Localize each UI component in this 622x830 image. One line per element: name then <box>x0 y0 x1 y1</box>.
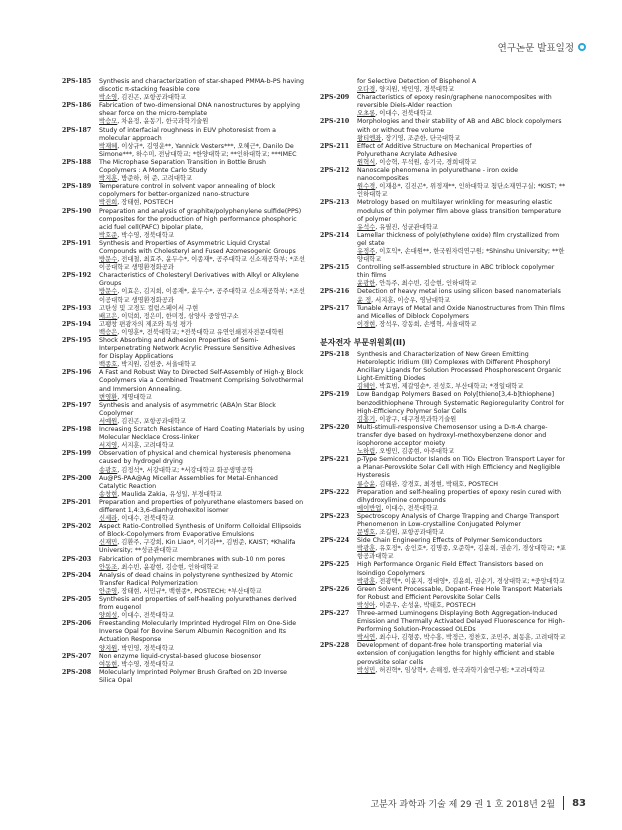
program-entry <box>320 610 568 642</box>
entry-title: Preparation and self-healing properties of epoxy resin cured with dihydroxylimine compounds <box>357 488 562 504</box>
presenter-name: 박소영 <box>99 94 118 102</box>
entry-authors: 왕티엔좌, 장기영, 조준한, 단국대학교 <box>357 134 461 142</box>
section-title: 분자전자 부문위원회(II) <box>320 337 406 347</box>
entry-title: Fabrication of two-dimensional DNA nanostructures by applying shear force on the micro-template <box>99 102 300 118</box>
presenter-name: 원수경 <box>357 183 376 191</box>
entry-title: Controlling self-assembled structure in ABC triblock copolymer thin films <box>357 264 555 280</box>
entry-code: 2PS-224 <box>320 537 350 545</box>
entry-body <box>99 78 305 102</box>
entry-body <box>357 143 568 167</box>
entry-authors: 박서연, 최수나, 김형종, 박수홍, 박정근, 정찬호, 조민주, 최동훈, 고려대학교 <box>357 634 566 642</box>
program-entry <box>62 127 305 159</box>
entry-code: 2PS-223 <box>320 512 350 520</box>
program-entry <box>62 669 305 685</box>
entry-title: Tunable Arrays of Metal and Oxide Nanostructures from Thin films and Micelles of Diblock Copolymers <box>357 304 565 320</box>
entry-code: 2PS-199 <box>62 450 92 458</box>
entry-code <box>320 78 357 94</box>
entry-title: Synthesis and properties of self-healing polyurethanes derived from eugenol <box>99 596 297 612</box>
entry-authors: 이경현, 장석우, 강동희, 손병혁, 서울대학교 <box>357 320 477 328</box>
program-entry <box>62 402 305 426</box>
entry-authors: 양희성, 이대수, 전북대학교 <box>99 612 174 620</box>
program-entry <box>320 586 568 610</box>
entry-title: p-Type Semiconductor Islands on TiO₂ Electron Transport Layer for a Planar-Perovskite Solar Cell with High Efficiency and Negligible Hysteresis <box>357 456 565 480</box>
entry-body <box>357 610 568 642</box>
entry-code: 2PS-226 <box>320 585 350 593</box>
program-entry <box>62 272 305 304</box>
entry-authors: 윤 정, 서지훈, 이승우, 영남대학교 <box>357 296 451 304</box>
entry-body <box>99 159 305 183</box>
entry-authors: 박성아, 이준우, 손성윤, 박태호, POSTECH <box>357 601 476 609</box>
entry-body <box>357 232 568 264</box>
entry-code: 2PS-201 <box>62 498 92 506</box>
entry-body <box>99 240 305 272</box>
program-entry <box>62 102 305 126</box>
entry-body <box>357 586 568 610</box>
entry-body <box>357 561 568 585</box>
presenter-name: 서지영 <box>99 442 118 450</box>
program-entry <box>62 475 305 499</box>
entry-title: Au@PS-PAA@Ag Micellar Assemblies for Metal-Enhanced Catalytic Reaction <box>99 474 278 490</box>
presenter-name: 신세라 <box>99 515 118 523</box>
entry-body <box>357 264 568 288</box>
presenter-name: 오다경 <box>357 86 376 94</box>
entry-code: 2PS-197 <box>62 401 92 409</box>
entry-title: Nanoscale phenomena in polyurethane - iron oxide nanocomposites <box>357 167 519 183</box>
right-column-bottom <box>320 351 568 675</box>
entry-title: Three-armed Luminogens Displaying Both Aggregation-Induced Emission and Thermally Activated Delayed Fluorescence for High-Performing Solution-Processed OLEDs <box>357 610 565 634</box>
presenter-name: 박지훈 <box>99 175 118 183</box>
entry-authors: 박광훈, 유호정*, 송인호*, 김명종, 오준학*, 김윤희, 권순기, 경상대학교; *포항공과대학교 <box>357 545 566 561</box>
header-label: 연구논문 발표일정 <box>497 43 574 54</box>
program-entry <box>320 143 568 167</box>
presenter-name: 유정주 <box>357 247 376 255</box>
entry-authors: 메이반업, 이대수, 전북대학교 <box>357 504 439 512</box>
presenter-name: 메이반업 <box>357 504 382 512</box>
entry-title: Morphologies and their stability of AB and ABC block copolymers with or without free volume <box>357 118 562 134</box>
entry-title: 고팽창 편광자의 제조와 특성 평가 <box>99 320 193 328</box>
program-entry <box>320 642 568 674</box>
program-entry <box>320 118 568 142</box>
presenter-name: 신재민 <box>99 539 118 547</box>
entry-body <box>357 288 568 304</box>
entry-code: 2PS-189 <box>62 183 92 191</box>
entry-authors: 박소영, 김진곤, 포항공과대학교 <box>99 94 187 102</box>
program-entry <box>320 561 568 585</box>
entry-body <box>99 337 305 369</box>
entry-title: Lamellar thickness of poly(ethylene oxide) film crystallized from gel state <box>357 231 560 247</box>
entry-code: 2PS-212 <box>320 167 350 175</box>
entry-code: 2PS-190 <box>62 207 92 215</box>
entry-title: Aspect Ratio-Controlled Synthesis of Uniform Colloidal Ellipsoids of Block-Copolymers from Evaporative Emulsions <box>99 523 302 539</box>
presenter-name: 오초롱 <box>357 110 376 118</box>
presenter-name: 박호준 <box>99 231 118 239</box>
presenter-name: 배고은 <box>99 312 118 320</box>
entry-body <box>99 572 305 596</box>
program-entry <box>320 288 568 304</box>
program-entry <box>62 556 305 572</box>
entry-authors: 박호준, 박수영, 경북대학교 <box>99 231 174 239</box>
entry-title: Metrology based on multilayer wrinkling for measuring elastic modulus of thin polymer film above glass transition temperature of polymer <box>357 199 562 223</box>
entry-body <box>99 475 305 499</box>
entry-code: 2PS-228 <box>320 642 350 650</box>
program-entry <box>62 426 305 450</box>
entry-body <box>99 305 305 321</box>
entry-body <box>99 272 305 304</box>
entry-code: 2PS-202 <box>62 523 92 531</box>
entry-title: Effect of Additive Structure on Mechanical Properties of Polyurethane Acrylate Adhesive <box>357 142 532 158</box>
entry-title: 고탄성 및 고경도 컬럼스페이서 구현 <box>99 304 199 312</box>
entry-title: Green Solvent Processable, Dopant-Free Hole Transport Materials for Robust and Efficient Perovskite Solar Cells <box>357 585 563 601</box>
entry-title: Synthesis and analysis of asymmetric (ABA)n Star Block Copolymer <box>99 401 276 417</box>
entry-code: 2PS-215 <box>320 264 350 272</box>
entry-authors: 변영환, 계명대학교 <box>99 393 152 401</box>
presenter-name: 왕티엔좌 <box>357 134 382 142</box>
entry-authors: 김홍기, 이광구, 대구경북과학기술원 <box>357 415 457 423</box>
entry-code: 2PS-200 <box>62 474 92 482</box>
program-entry <box>320 264 568 288</box>
program-entry <box>62 183 305 207</box>
entry-authors: 송창현, Maulida Zakia, 유성일, 부경대학교 <box>99 490 222 498</box>
program-entry <box>62 369 305 401</box>
entry-code: 2PS-208 <box>62 668 92 676</box>
presenter-name: 유석수 <box>357 223 376 231</box>
entry-authors: 박승모, 차윤정, 윤동기, 한국과학기술원 <box>99 118 209 126</box>
entry-authors: 오초롱, 이대수, 전북대학교 <box>357 110 432 118</box>
program-entry <box>62 450 305 474</box>
entry-title: Spectroscopy Analysis of Charge Trapping and Charge Transport Phenomenon in Low-crystalline Conjugated Polymer <box>357 512 560 528</box>
entry-body <box>357 456 568 488</box>
entry-body <box>99 499 305 523</box>
program-entry <box>320 167 568 199</box>
entry-authors: 박성민, 허진혁*, 임상혁*, 손해정, 한국과학기술연구원; *고려대학교 <box>357 666 545 674</box>
entry-code: 2PS-185 <box>62 78 92 85</box>
entry-authors: 원수경, 이재용*, 김진곤*, 위정재**, 인하대학교 첨단소재연구실; *KIST; **인하대학교 <box>357 183 566 199</box>
entry-body <box>357 537 568 561</box>
presenter-name: 변영환 <box>99 393 118 401</box>
entry-title: The Microphase Separation Transition in Bottle Brush Copolymers : A Monte Carlo Study <box>99 158 267 175</box>
entry-title: Observation of physical and chemical hysteresis phenomena caused by hydrogel drying <box>99 450 291 466</box>
entry-authors: 류승윤, 김태완, 강경호, 최경현, 박태호, POSTECH <box>357 480 498 488</box>
entry-authors: 오다경, 양지원, 박민영, 경북대학교 <box>357 86 455 94</box>
entry-title: Multi-stimuli-responsive Chemosensor using a D-π-A charge-transfer dye based on hydroxyl-methoxybenzene donor and isophorone acceptor moiety <box>357 423 548 448</box>
entry-body <box>357 489 568 513</box>
right-column <box>320 78 568 675</box>
presenter-name: 송창현 <box>99 490 118 498</box>
entry-body <box>99 653 305 669</box>
entry-authors: 신재민, 김환주, 구강희, Kin Liao*, 이기라**, 김범준, KAIST; *Khalifa University; **성균관대학교 <box>99 539 296 555</box>
program-entry <box>320 537 568 561</box>
presenter-name: 서예원 <box>99 417 118 425</box>
program-entry <box>62 572 305 596</box>
program-entry <box>62 208 305 240</box>
entry-code: 2PS-204 <box>62 571 92 579</box>
presenter-name: 윤 정 <box>357 296 372 304</box>
entry-authors: 유석수, 유필진, 성균관대학교 <box>357 223 439 231</box>
entry-authors: 송광호, 김정석*, 서강대학교; *서강대학교 화공생명공학 <box>99 466 254 474</box>
entry-code: 2PS-217 <box>320 304 350 312</box>
entry-authors: 방문수, 이효은, 김지희, 이종재*, 윤두수*, 공주대학교 신소재공학부; *조선이공대학교 생명환경화공과 <box>99 288 305 304</box>
entry-title: Synthesis and characterization of star-shaped PMMA-b-PS having discotic π-stacking feasible core <box>99 78 304 94</box>
circle-icon <box>578 43 586 51</box>
entry-code: 2PS-214 <box>320 231 350 239</box>
entry-authors: 서예원, 김진곤, 포항공과대학교 <box>99 417 187 425</box>
entry-authors: 노하림, 오병민, 김종현, 아주대학교 <box>357 448 455 456</box>
entry-code: 2PS-219 <box>320 391 350 399</box>
entry-body <box>99 426 305 450</box>
entry-title: Molecularly Imprinted Polymer Brush Grafted on 2D Inverse Silica Opal <box>99 668 288 684</box>
entry-code: 2PS-206 <box>62 620 92 628</box>
entry-code: 2PS-192 <box>62 272 92 280</box>
presenter-name: 방문수 <box>99 256 118 264</box>
entry-code: 2PS-211 <box>320 142 350 150</box>
entry-code: 2PS-209 <box>320 94 350 102</box>
entry-title: Detection of heavy metal ions using silicon based nanomaterials <box>357 288 561 296</box>
entry-title: Temperature control in solvent vapor annealing of block copolymers for better-organized nano-structure <box>99 183 276 199</box>
presenter-name: 백종호 <box>99 361 118 369</box>
presenter-name: 윤광한 <box>357 280 376 288</box>
entry-code: 2PS-198 <box>62 426 92 434</box>
entry-title: Fabrication of polymeric membranes with sub-10 nm pores <box>99 555 286 563</box>
entry-authors: 문병호, 조길원, 포항공과대학교 <box>357 529 445 537</box>
entry-title: Synthesis and Properties of Asymmetric Liquid Crystal Compounds with Cholesteryl and Fused Azomesogenic Groups <box>99 239 296 255</box>
entry-body <box>357 167 568 199</box>
entry-body <box>357 199 568 231</box>
entry-authors: 배고은, 이덕희, 정은미, 한미정, 삼양사 중앙연구소 <box>99 312 239 320</box>
program-entry <box>62 653 305 669</box>
entry-body <box>357 391 568 423</box>
entry-authors: 박지훈, 방준하, 허 준, 고려대학교 <box>99 175 193 183</box>
program-entry <box>320 94 568 118</box>
presenter-name: 박성아 <box>357 601 376 609</box>
entry-title: High Performance Organic Field Effect Transistors based on Isoindigo Copolymers <box>357 561 544 577</box>
entry-code: 2PS-194 <box>62 320 92 328</box>
entry-title: Characteristics of Cholesteryl Derivatives with Alkyl or Alkylene Groups <box>99 272 299 288</box>
entry-code: 2PS-195 <box>62 337 92 344</box>
entry-title: Freestanding Molecularly Imprinted Hydrogel Film on One-Side Inverse Opal for Bovine Serum Albumin Recognition and Its Actuation Response <box>99 620 297 644</box>
program-entry <box>62 337 305 369</box>
entry-code: 2PS-205 <box>62 596 92 603</box>
presenter-name: 백승은 <box>99 328 118 336</box>
entry-code: 2PS-222 <box>320 488 350 496</box>
page-header <box>498 40 586 54</box>
program-entry <box>320 351 568 391</box>
entry-code: 2PS-227 <box>320 610 350 617</box>
entry-title: Increasing Scratch Resistance of Hard Coating Materials by using Molecular Necklace Cross-linker <box>99 426 305 442</box>
entry-code: 2PS-213 <box>320 199 350 207</box>
presenter-name: 박진희 <box>99 199 118 207</box>
entry-body <box>99 127 305 159</box>
footer-divider <box>563 796 564 810</box>
entry-authors: 윤광한, 안득주, 최수빈, 김승현, 인하대학교 <box>357 280 477 288</box>
entry-title: A Fast and Robust Way to Directed Self-Assembly of High-χ Block Copolymers via a Combined Treatment Comprising Solvothermal and Immersion Annealing. <box>99 369 304 393</box>
entry-body <box>99 102 305 126</box>
entry-authors: 원혁식, 이승혁, 무석원, 송기국, 경희대학교 <box>357 158 477 166</box>
program-entry <box>320 489 568 513</box>
entry-body <box>357 351 568 391</box>
entry-body <box>99 321 305 337</box>
program-entry <box>62 240 305 272</box>
entry-authors: 백종호, 박지원, 김현중, 서울대학교 <box>99 361 197 369</box>
entry-code: 2PS-216 <box>320 288 350 296</box>
program-entry <box>320 232 568 264</box>
program-entry <box>320 456 568 488</box>
presenter-name: 박광훈 <box>357 545 376 553</box>
program-entry <box>62 159 305 183</box>
entry-authors: 서지영, 서지훈, 고려대학교 <box>99 442 174 450</box>
presenter-name: 방문수 <box>99 288 118 296</box>
entry-body <box>357 513 568 537</box>
entry-authors: 김혜인, 박효범, 제갈영순*, 진성호, 부산대학교; *경일대학교 <box>357 383 524 391</box>
entry-body <box>99 450 305 474</box>
program-entry <box>320 199 568 231</box>
entry-code: 2PS-187 <box>62 126 92 134</box>
presenter-name: 안준영 <box>99 587 118 595</box>
entry-title: Characteristics of epoxy resin/graphene nanocomposites with reversible Diels-Alder reaction <box>357 94 552 110</box>
entry-authors: 백승은, 이영훈*, 전북대학교; *전북대학교 유연인쇄전자전문대학원 <box>99 328 284 336</box>
entry-body <box>99 523 305 555</box>
presenter-name: 노하림 <box>357 448 376 456</box>
entry-code: 2PS-207 <box>62 652 92 660</box>
entry-body <box>357 118 568 142</box>
entry-authors: 안동조, 최수빈, 윤광현, 김승현, 인하대학교 <box>99 563 219 571</box>
entry-body <box>357 305 568 329</box>
entry-authors: 안준영, 장태현, 서민규*, 백현종*, POSTECH; *부산대학교 <box>99 587 262 595</box>
page-number: 83 <box>572 797 586 809</box>
entry-title: Low Bandgap Polymers Based on Poly[thieno[3,4-b]thiophene] benzodithiophene Through Systematic Regioregularity Control for High-Efficiency Polymer Solar Cells <box>357 391 565 415</box>
entry-code: 2PS-225 <box>320 561 350 569</box>
entry-title: Non enzyme liquid-crystal-based glucose biosensor <box>99 652 262 660</box>
entry-title: for Selective Detection of Bisphenol A <box>357 78 477 85</box>
presenter-name: 박서연 <box>357 634 376 642</box>
presenter-name: 송광호 <box>99 466 118 474</box>
entry-authors: 유정주, 이호익*, 손대원**, 한국원자력연구원; *Shinshu University; **한양대학교 <box>357 247 565 264</box>
entry-authors: 양지원, 박민영, 경북대학교 <box>99 644 174 652</box>
program-entry <box>62 499 305 523</box>
entry-code: 2PS-193 <box>62 304 92 312</box>
entry-authors: 여동현, 박수영, 경북대학교 <box>99 660 174 668</box>
entry-authors: 신세라, 이대수, 전북대학교 <box>99 515 174 523</box>
presenter-name: 안동조 <box>99 563 118 571</box>
entry-authors: 박진희, 장태현, POSTECH <box>99 199 174 207</box>
entry-title: Shock Absorbing and Adhesion Properties of Semi-Interpenetrating Network Acrylic Pressure Sensitive Adhesives for Display Applications <box>99 337 296 361</box>
entry-code: 2PS-191 <box>62 239 92 247</box>
journal-info: 고분자 과학과 기술 제 29 권 1 호 2018년 2월 <box>370 799 556 810</box>
presenter-name: 류승윤 <box>357 480 376 488</box>
program-entry <box>62 321 305 337</box>
presenter-name: 양지원 <box>99 644 118 652</box>
presenter-name: 박성민 <box>357 666 376 674</box>
entry-code: 2PS-218 <box>320 351 350 358</box>
presenter-name: 김혜인 <box>357 383 376 391</box>
entry-body <box>99 183 305 207</box>
program-entry <box>320 391 568 423</box>
entry-title: Side Chain Engineering Effects of Polymer Semiconductors <box>357 537 543 545</box>
entry-body <box>357 78 568 94</box>
entry-code: 2PS-220 <box>320 423 350 431</box>
program-entry <box>62 523 305 555</box>
right-column-top <box>320 78 568 329</box>
entry-title: Development of dopant-free hole transporting material via extension of conjugation lengths for highly efficient and stable perovskite solar cells <box>357 642 555 666</box>
left-column <box>62 78 305 685</box>
entry-body <box>99 556 305 572</box>
presenter-name: 여동현 <box>99 660 118 668</box>
entry-body <box>99 620 305 652</box>
program-entry <box>320 424 568 456</box>
entry-code: 2PS-203 <box>62 555 92 563</box>
presenter-name: 김홍기 <box>357 415 376 423</box>
program-entry <box>320 305 568 329</box>
entry-body <box>99 208 305 240</box>
program-entry <box>320 78 568 94</box>
presenter-name: 이경현 <box>357 320 376 328</box>
entry-code: 2PS-186 <box>62 102 92 110</box>
program-entry <box>62 596 305 620</box>
entry-body <box>357 424 568 456</box>
presenter-name: 박광훈 <box>357 577 376 585</box>
entry-title: Analysis of dead chains in polystyrene synthesized by Atomic Transfer Radical Polymerization <box>99 571 293 587</box>
presenter-name: 박승모 <box>99 118 118 126</box>
presenter-name: 문병호 <box>357 529 376 537</box>
presenter-name: 원혁식 <box>357 158 376 166</box>
entry-body <box>357 642 568 674</box>
entry-title: Preparation and properties of polyurethane elastomers based on different 1,4:3,6-dianhydrohexitol isomer <box>99 498 304 514</box>
presenter-name: 박재혜 <box>99 142 118 150</box>
entry-authors: 박광훈, 전광택*, 이윤지, 정대영*, 김윤희, 권순기, 경상대학교; *중앙대학교 <box>357 577 565 585</box>
entry-body <box>99 402 305 426</box>
entry-title: Preparation and analysis of graphite/polyphenylene sulfide(PPS) composites for the production of high performance phosphoric acid fuel cell(PAFC) bipolar plate, <box>99 207 302 231</box>
entry-body <box>99 369 305 401</box>
entry-authors: 방문수, 전대철, 최효주, 윤두수*, 이종재*, 공주대학교 신소재공학부; *조선이공대학교 생명환경화공과 <box>99 256 305 272</box>
entry-code: 2PS-196 <box>62 369 92 377</box>
entry-title: Synthesis and Characterization of New Green Emitting Heteroleptic Iridium (III) Complexes with Different Phosphoryl Ancillary Ligands for Solution Processed Phosphorescent Organic Light-Emitting Diodes <box>357 351 562 383</box>
entry-code: 2PS-210 <box>320 118 350 126</box>
presenter-name: 양희성 <box>99 612 118 620</box>
entry-title: Study of interfacial roughness in EUV photoresist from a molecular approach <box>99 126 276 142</box>
entry-body <box>99 669 305 685</box>
entry-authors: 박재혜, 이상규*, 김영운**, Yannick Vesters***, 오혜근*, Danilo De Simone***, 하수미, 전남대학교; *한양대학교; **인하대학교; ***IMEC <box>99 142 297 158</box>
entry-code: 2PS-221 <box>320 456 350 464</box>
entry-code: 2PS-188 <box>62 158 92 166</box>
program-entry <box>62 78 305 102</box>
entry-body <box>357 94 568 118</box>
program-entry <box>320 513 568 537</box>
program-entry <box>62 620 305 652</box>
entry-body <box>99 596 305 620</box>
page-footer <box>370 796 586 810</box>
program-entry <box>62 305 305 321</box>
